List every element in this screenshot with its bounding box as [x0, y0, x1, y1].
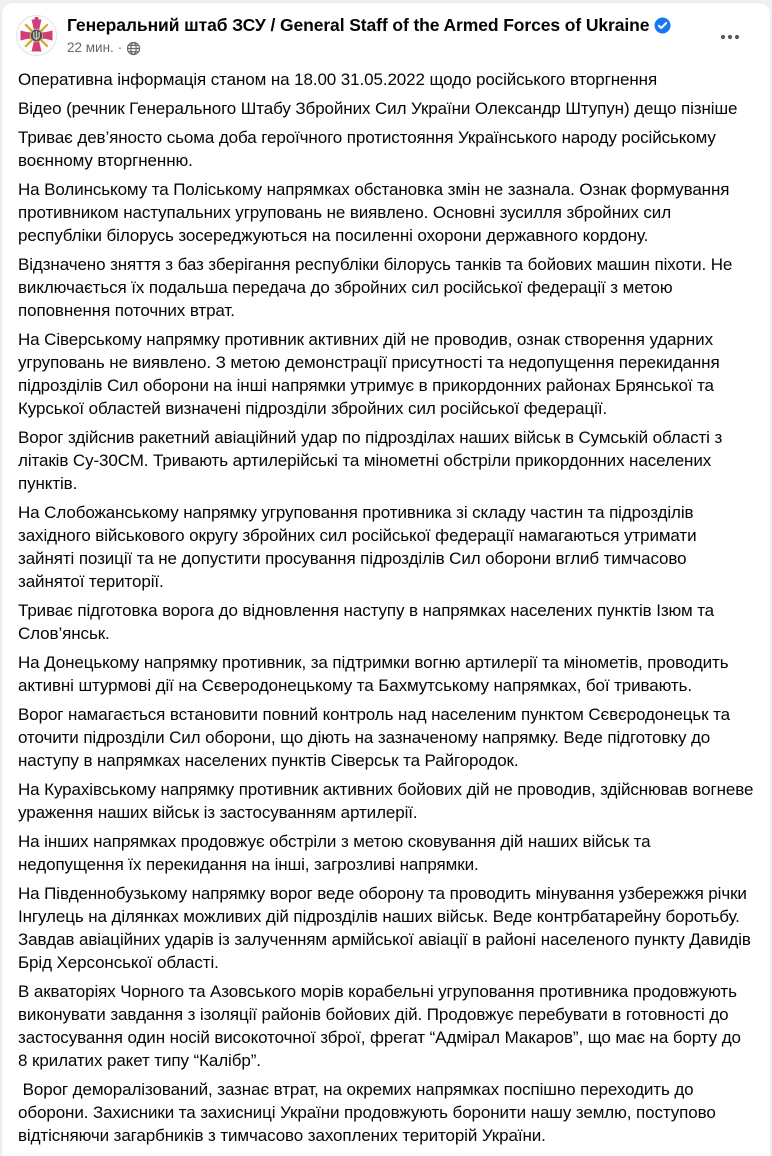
post-paragraph: На Південнобузькому напрямку ворог веде оборону та проводить мінування узбережжя річки Інгулець на ділянках можливих дій підрозділів наших військ. Веде контрбатарейну боротьбу. Завдав авіаційних ударів із залученням армійської авіації в районі населеного пункту Давидів Брід Херсонської області. — [18, 884, 756, 972]
page-title[interactable]: Генеральний штаб ЗСУ / General Staff of the Armed Forces of Ukraine — [67, 15, 650, 35]
post-paragraph: На Слобожанському напрямку угруповання противника зі складу частин та підрозділів західного військового округу збройних сил російської федерації намагаються утримати зайняті позиції та не допустити просування підрозділів Сил оборони вглиб тимчасово зайнятої території. — [18, 503, 702, 591]
general-staff-emblem-icon — [16, 43, 57, 60]
facebook-post-card — [2, 3, 770, 1156]
post-paragraph: Ворог намагається встановити повний контроль над населеним пунктом Сєвєродонецьк та оточити підрозділи Сил оборони, що діють на зазначеному напрямку. Веде підготовку до наступу в напрямках населених пунктів Сіверськ та Райгородок. — [18, 705, 735, 770]
post-paragraph: Оперативна інформація станом на 18.00 31.05.2022 щодо російського вторгнення — [18, 70, 658, 89]
avatar[interactable] — [16, 15, 57, 56]
globe-icon — [126, 41, 141, 56]
post-header-text — [67, 15, 712, 56]
post-paragraph: Відзначено зняття з баз зберігання республіки білорусь танків та бойових машин піхоти. Не виключається їх подальша передача до збройних сил російської федерації з метою поповнення поточних втрат. — [18, 255, 737, 320]
post-menu-button[interactable] — [712, 21, 748, 57]
post-paragraph: На Донецькому напрямку противник, за підтримки вогню артилерії та мінометів, проводить активні штурмові дії на Сєверодонецькому та Бахмутському напрямках, бої тривають. — [18, 653, 734, 695]
post-paragraph: В акваторіях Чорного та Азовського морів корабельні угруповання противника продовжують виконувати завдання з ізоляції районів бойових дій. Продовжує перебувати в готовності до застосування один носій високоточної зброї, фрегат “Адмірал Макаров”, що має на борту до 8 крилатих ракет типу “Калібр”. — [18, 982, 746, 1070]
post-paragraph: Ворог деморалізований, зазнає втрат, на окремих напрямках поспішно переходить до оборони. Захисники та захисниці України продовжують боронити нашу землю, поступово відтісняючи загарбників з тимчасово захоплених територій України. — [18, 1080, 721, 1145]
post-header — [2, 3, 770, 57]
post-paragraph: На інших напрямках продовжує обстріли з метою сковування дій наших військ та недопущення їх перекидання на інші, загрозливі напрямки. — [18, 832, 656, 874]
post-paragraph: Триває дев’яносто сьома доба героїчного протистояння Українського народу російському воєнному вторгненню. — [18, 128, 721, 170]
meta-separator: · — [117, 40, 123, 55]
timestamp[interactable]: 22 мин. — [67, 40, 114, 55]
post-paragraph: Ворог здійснив ракетний авіаційний удар по підрозділах наших військ в Сумській області з літаків Су-30СМ. Тривають артилерійські та мінометні обстріли прикордонних населених пунктів. — [18, 428, 727, 493]
post-paragraph: На Курахівському напрямку противник активних бойових дій не проводив, здійснював вогневе ураження наших військ із застосуванням артилерії. — [18, 780, 758, 822]
post-paragraph: На Волинському та Поліському напрямках обстановка змін не зазнала. Ознак формування противником наступальних угруповань не виявлено. Основні зусилля збройних сил республіки білорусь зосереджуються на посиленні охорони державного кордону. — [18, 180, 734, 245]
post-paragraph: Триває підготовка ворога до відновлення наступу в напрямках населених пунктів Ізюм та Слов’янськ. — [18, 601, 719, 643]
three-dots-menu-icon — [719, 26, 741, 53]
post-paragraph: На Сіверському напрямку противник активних дій не проводив, ознак створення ударних угруповань не виявлено. З метою демонстрації присутності та недопущення перекидання підрозділів Сил оборони на інші напрямки утримує в прикордонних районах Брянської та Курської областей визначені підрозділи збройних сил російської федерації. — [18, 330, 725, 418]
post-meta — [67, 39, 712, 56]
post-paragraph: Відео (речник Генерального Штабу Збройних Сил України Олександр Штупун) дещо пізніше — [18, 99, 738, 118]
verified-badge-icon — [654, 17, 671, 34]
post-body — [2, 57, 770, 1147]
